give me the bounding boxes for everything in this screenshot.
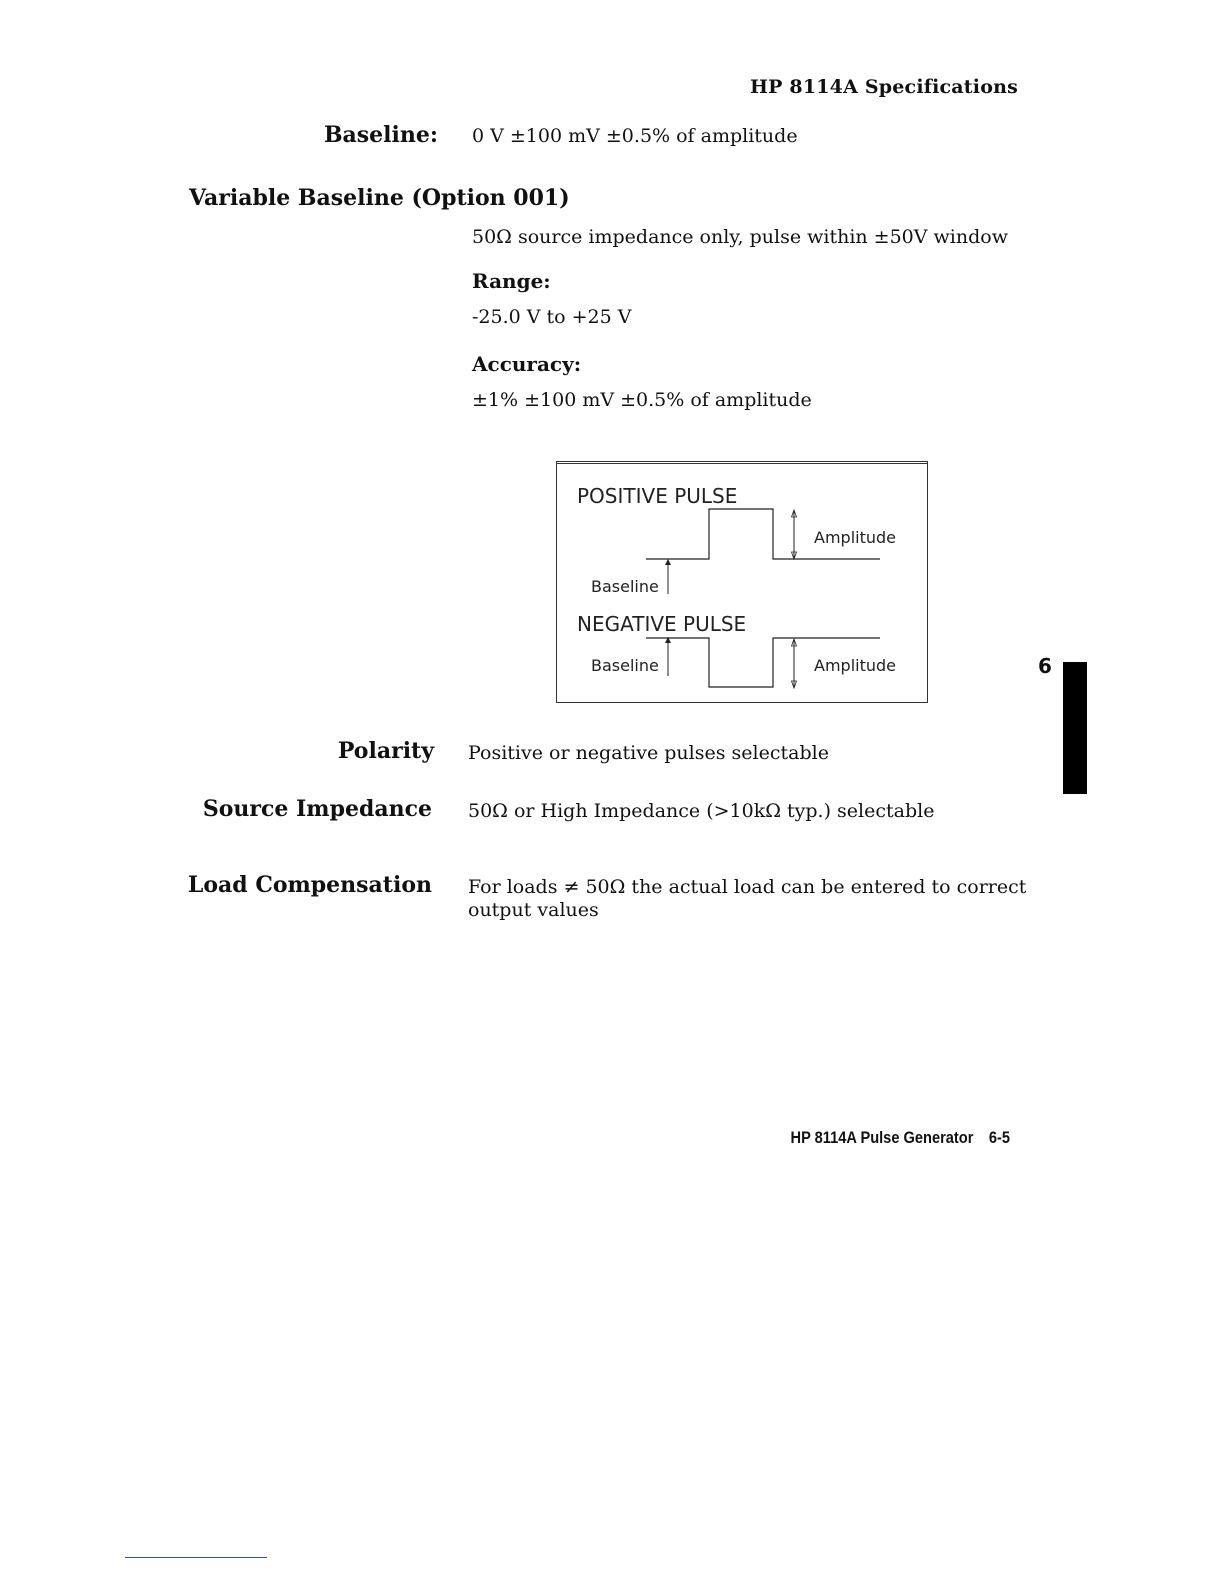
chapter-tab-marker — [1063, 662, 1087, 794]
pulse-diagram — [556, 461, 928, 703]
range-value: -25.0 V to +25 V — [472, 306, 632, 328]
accuracy-label: Accuracy: — [472, 352, 582, 376]
accuracy-value: ±1% ±100 mV ±0.5% of amplitude — [472, 389, 812, 411]
negative-pulse-title: NEGATIVE PULSE — [577, 612, 747, 636]
baseline-label: Baseline: — [323, 122, 438, 148]
pulse-diagram-figure — [556, 461, 928, 703]
range-label: Range: — [472, 269, 551, 293]
footer-page-number: 6-5 — [988, 1128, 1010, 1147]
positive-pulse-title: POSITIVE PULSE — [577, 484, 738, 508]
positive-baseline-label: Baseline — [591, 577, 659, 596]
source-impedance-label: Source Impedance — [202, 796, 432, 822]
variable-baseline-heading: Variable Baseline (Option 001) — [189, 185, 570, 211]
page-footer — [692, 1128, 1010, 1148]
baseline-value: 0 V ±100 mV ±0.5% of amplitude — [472, 125, 798, 147]
footer-product: HP 8114A Pulse Generator — [790, 1128, 974, 1147]
negative-baseline-label: Baseline — [591, 656, 659, 675]
load-compensation-value-line2: output values — [468, 899, 599, 921]
load-compensation-label: Load Compensation — [187, 872, 432, 898]
running-head: HP 8114A Specifications — [749, 76, 1018, 98]
source-impedance-value: 50Ω or High Impedance (>10kΩ typ.) selectable — [468, 800, 935, 822]
load-compensation-value-line1: For loads ≠ 50Ω the actual load can be entered to correct — [468, 876, 1027, 898]
polarity-label: Polarity — [337, 738, 434, 764]
polarity-value: Positive or negative pulses selectable — [468, 742, 829, 764]
variable-baseline-description: 50Ω source impedance only, pulse within ±50V window — [472, 226, 1008, 248]
chapter-number: 6 — [1038, 654, 1052, 678]
positive-amplitude-label: Amplitude — [814, 528, 896, 547]
bottom-rule — [125, 1557, 267, 1558]
negative-amplitude-label: Amplitude — [814, 656, 896, 675]
